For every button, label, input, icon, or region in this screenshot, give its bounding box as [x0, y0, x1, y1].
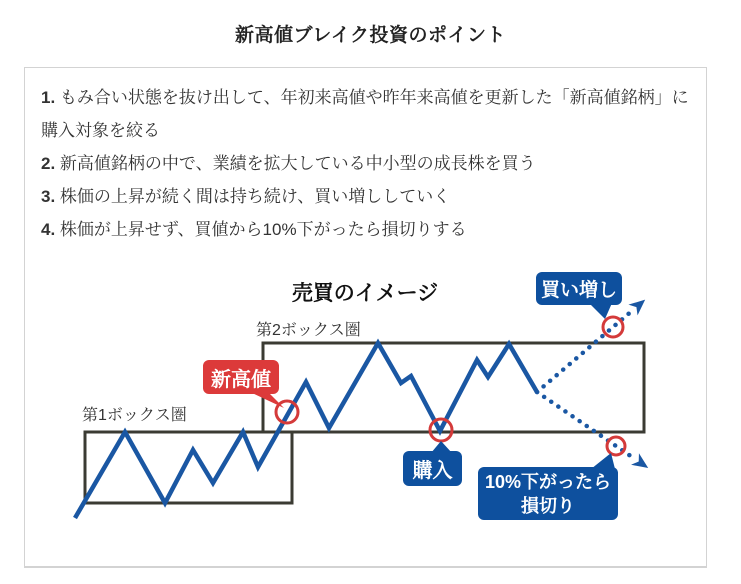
box-rect-box2 — [263, 343, 644, 432]
point-text: 株価の上昇が続く間は持ち続け、買い増ししていく — [55, 187, 451, 206]
point-text: もみ合い状態を抜け出して、年初来高値や昨年来高値を更新した「新高値銘柄」に購入対象を絞る — [41, 88, 689, 140]
new-high-bubble: 新高値 — [203, 360, 279, 394]
scenario-dotted-line — [537, 310, 633, 392]
stop-loss-line2: 損切り — [521, 495, 575, 516]
point-text: 株価が上昇せず、買値から10%下がったら損切りする — [55, 220, 467, 239]
chart-title: 売買のイメージ — [291, 282, 439, 305]
marker-circle-add-buy — [603, 317, 623, 337]
stop-loss-bubble — [478, 467, 618, 520]
point-text: 新高値銘柄の中で、業績を拡大している中小型の成長株を買う — [55, 154, 536, 173]
point-number: 2. — [41, 154, 56, 173]
buy-bubble: 購入 — [403, 451, 462, 486]
add-buy-bubble: 買い増し — [536, 272, 622, 305]
point-number: 1. — [41, 88, 56, 107]
box2-label: 第2ボックス圏 — [256, 322, 361, 339]
scenario-dotted-line — [537, 392, 635, 459]
arrow-icon — [628, 294, 649, 315]
box-rect-box1 — [85, 432, 292, 503]
arrow-icon — [631, 453, 652, 474]
box1-label: 第1ボックス圏 — [82, 407, 187, 424]
point-number: 3. — [41, 187, 56, 206]
point-number: 4. — [41, 220, 56, 239]
stop-loss-line1: 10%下がったら — [484, 471, 612, 492]
page-title: 新高値ブレイク投資のポイント — [235, 25, 506, 46]
